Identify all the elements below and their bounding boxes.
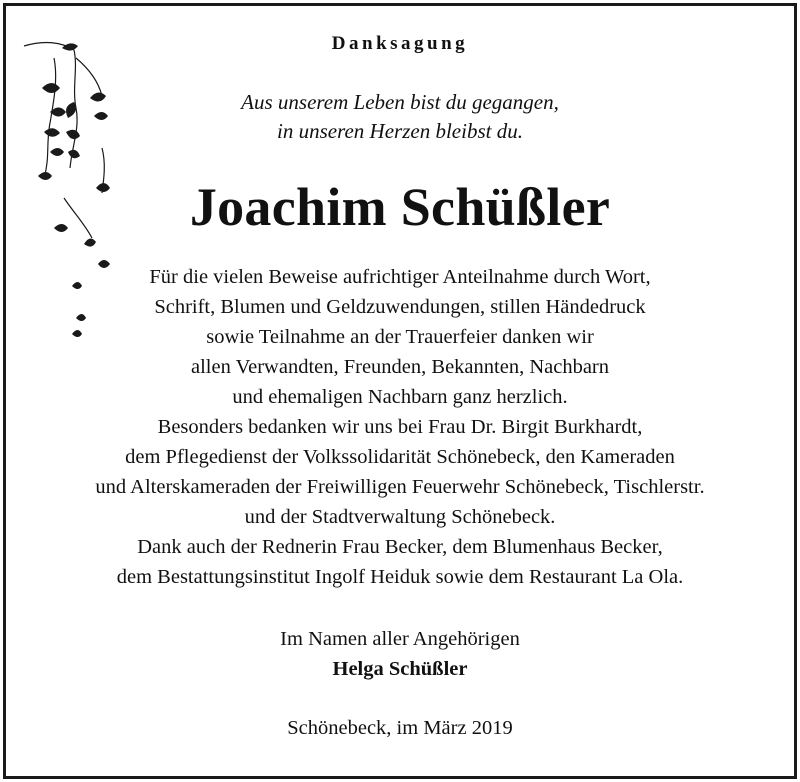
thanks-line: dem Bestattungsinstitut Ingolf Heiduk sowie dem Restaurant La Ola.	[116, 566, 684, 588]
thanks-line: Für die vielen Beweise aufrichtiger Anteilnahme durch Wort,	[149, 266, 651, 288]
thanks-line: und ehemaligen Nachbarn ganz herzlich.	[232, 386, 568, 408]
thanks-line: sowie Teilnahme an der Trauerfeier danken wir	[206, 326, 594, 348]
notice-heading: Danksagung	[331, 33, 469, 54]
motto-line: Aus unserem Leben bist du gegangen,	[241, 90, 559, 114]
deceased-name: Joachim Schüßler	[189, 177, 611, 237]
closing-block	[0, 624, 800, 684]
thanks-line: Besonders bedanken wir uns bei Frau Dr. Birgit Burkhardt,	[157, 416, 643, 438]
closing-text: Im Namen aller Angehörigen	[280, 628, 520, 650]
thanks-line: allen Verwandten, Freunden, Bekannten, Nachbarn	[190, 356, 610, 378]
thanks-line: und der Stadtverwaltung Schönebeck.	[244, 506, 556, 528]
motto-line: in unseren Herzen bleibst du.	[277, 119, 523, 143]
thanks-line: Dank auch der Rednerin Frau Becker, dem Blumenhaus Becker,	[137, 536, 663, 558]
thanks-line: und Alterskameraden der Freiwilligen Feuerwehr Schönebeck, Tischlerstr.	[95, 476, 705, 498]
thanks-text	[0, 262, 800, 592]
thanks-line: dem Pflegedienst der Volkssolidarität Schönebeck, den Kameraden	[125, 446, 675, 468]
memorial-motto	[0, 88, 800, 146]
signature: Helga Schüßler	[332, 658, 468, 680]
thanks-line: Schrift, Blumen und Geldzuwendungen, stillen Händedruck	[154, 296, 646, 318]
place-date: Schönebeck, im März 2019	[287, 717, 513, 739]
